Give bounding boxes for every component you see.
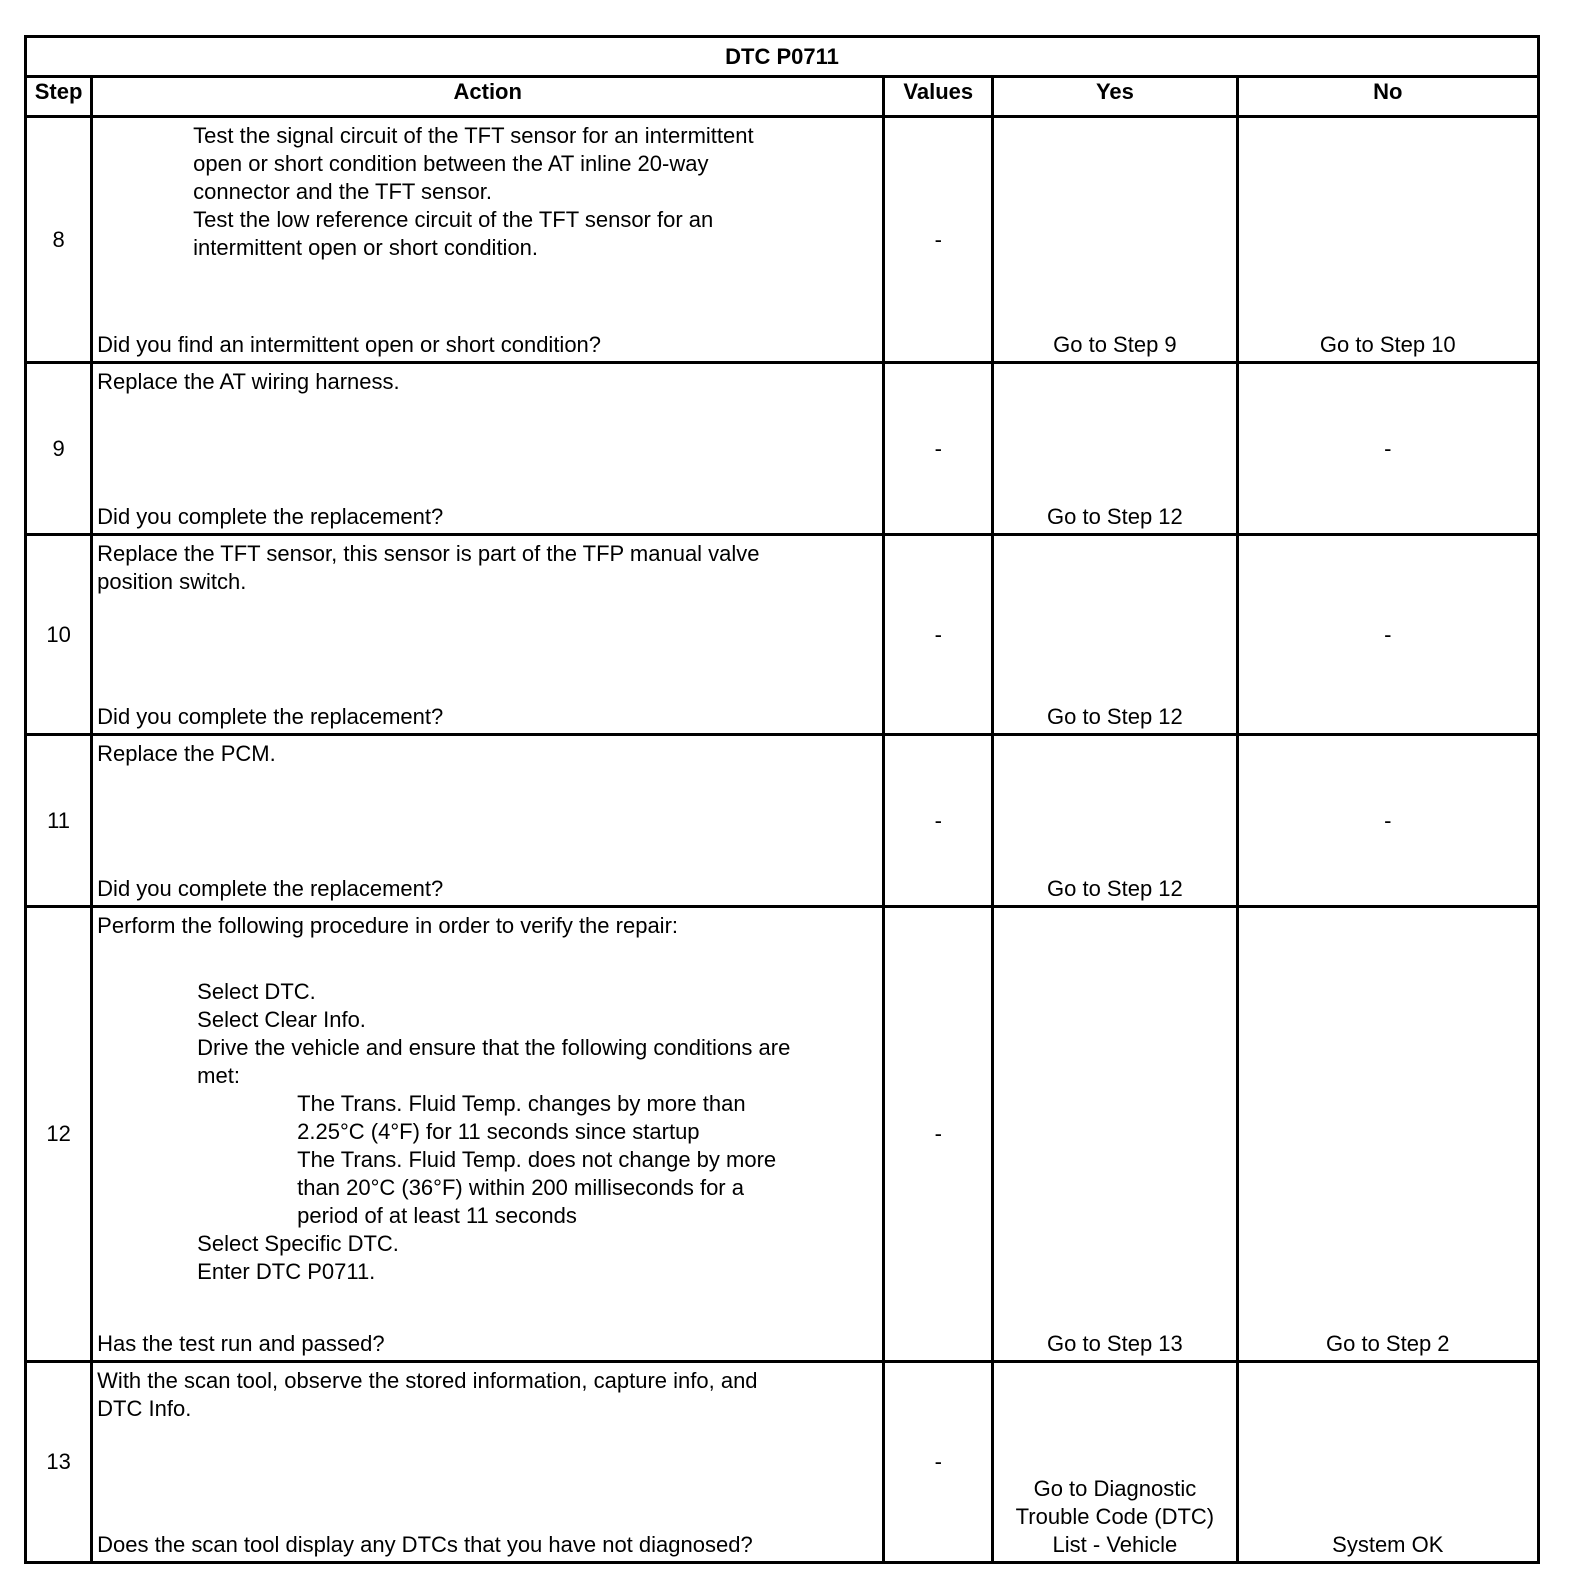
yes-cell: Go to Step 12: [993, 363, 1237, 535]
action-line: open or short condition between the AT inline 20-way: [193, 151, 709, 176]
step-number: 9: [26, 363, 92, 535]
action-line: position switch.: [97, 569, 247, 594]
action-cell: [92, 735, 884, 907]
header-row: [26, 77, 1539, 117]
procedure-condition: The Trans. Fluid Temp. does not change by more: [297, 1147, 777, 1172]
action-line: Test the signal circuit of the TFT sensor for an intermittent: [193, 123, 754, 148]
header-values: Values: [884, 77, 993, 117]
action-cell: [92, 1362, 884, 1563]
table-row-step-13: [26, 1362, 1539, 1563]
procedure-step: Enter DTC P0711.: [197, 1259, 376, 1284]
yes-line: Trouble Code (DTC): [1015, 1504, 1215, 1529]
action-cell: [92, 907, 884, 1362]
procedure-step: met:: [197, 1063, 240, 1088]
action-question: Did you complete the replacement?: [97, 504, 444, 529]
no-cell: Go to Step 10: [1237, 117, 1538, 363]
yes-cell: Go to Step 12: [993, 735, 1237, 907]
action-cell: [92, 535, 884, 735]
no-cell: System OK: [1237, 1362, 1538, 1563]
no-cell: Go to Step 2: [1237, 907, 1538, 1362]
action-line: Replace the AT wiring harness.: [97, 369, 400, 394]
value-cell: -: [884, 117, 993, 363]
dtc-table: [24, 35, 1540, 1564]
action-line: connector and the TFT sensor.: [193, 179, 492, 204]
procedure-condition: period of at least 11 seconds: [297, 1203, 577, 1228]
procedure-condition: 2.25°C (4°F) for 11 seconds since startup: [297, 1119, 700, 1144]
no-cell: -: [1237, 735, 1538, 907]
procedure-step: Select Specific DTC.: [197, 1231, 399, 1256]
yes-line: List - Vehicle: [1052, 1532, 1178, 1557]
yes-cell: Go to Step 12: [993, 535, 1237, 735]
yes-line: Go to Diagnostic: [1033, 1476, 1197, 1501]
yes-cell: Go to Step 9: [993, 117, 1237, 363]
action-line: Replace the PCM.: [97, 741, 276, 766]
action-line: intermittent open or short condition.: [193, 235, 539, 260]
value-cell: -: [884, 363, 993, 535]
action-line: DTC Info.: [97, 1396, 192, 1421]
yes-cell: [993, 1362, 1237, 1563]
step-number: 10: [26, 535, 92, 735]
action-line: Replace the TFT sensor, this sensor is part of the TFP manual valve: [97, 541, 760, 566]
procedure-step: Drive the vehicle and ensure that the following conditions are: [197, 1035, 791, 1060]
value-cell: -: [884, 907, 993, 1362]
procedure-step: Select Clear Info.: [197, 1007, 366, 1032]
step-number: 12: [26, 907, 92, 1362]
action-cell: [92, 363, 884, 535]
procedure-step: Select DTC.: [197, 979, 316, 1004]
header-action: Action: [92, 77, 884, 117]
table-row-step-8: [26, 117, 1539, 363]
action-question: Does the scan tool display any DTCs that you have not diagnosed?: [97, 1532, 753, 1557]
value-cell: -: [884, 1362, 993, 1563]
action-question: Did you complete the replacement?: [97, 704, 444, 729]
header-yes: Yes: [993, 77, 1237, 117]
table-row-step-11: [26, 735, 1539, 907]
table-row-step-12: [26, 907, 1539, 1362]
table-row-step-10: [26, 535, 1539, 735]
action-line: With the scan tool, observe the stored information, capture info, and: [97, 1368, 758, 1393]
header-no: No: [1237, 77, 1538, 117]
action-question: Did you complete the replacement?: [97, 876, 444, 901]
value-cell: -: [884, 535, 993, 735]
action-question: Did you find an intermittent open or short condition?: [97, 332, 602, 357]
no-cell: -: [1237, 535, 1538, 735]
action-question: Has the test run and passed?: [97, 1331, 385, 1356]
step-number: 8: [26, 117, 92, 363]
value-cell: -: [884, 735, 993, 907]
step-number: 11: [26, 735, 92, 907]
table-row-step-9: [26, 363, 1539, 535]
step-number: 13: [26, 1362, 92, 1563]
table-title: DTC P0711: [26, 37, 1539, 77]
procedure-condition: than 20°C (36°F) within 200 milliseconds for a: [297, 1175, 744, 1200]
header-step: Step: [26, 77, 92, 117]
procedure-condition: The Trans. Fluid Temp. changes by more than: [297, 1091, 746, 1116]
action-cell: [92, 117, 884, 363]
action-line: Test the low reference circuit of the TFT sensor for an: [193, 207, 714, 232]
no-cell: -: [1237, 363, 1538, 535]
yes-cell: Go to Step 13: [993, 907, 1237, 1362]
action-line: Perform the following procedure in order to verify the repair:: [97, 913, 679, 938]
